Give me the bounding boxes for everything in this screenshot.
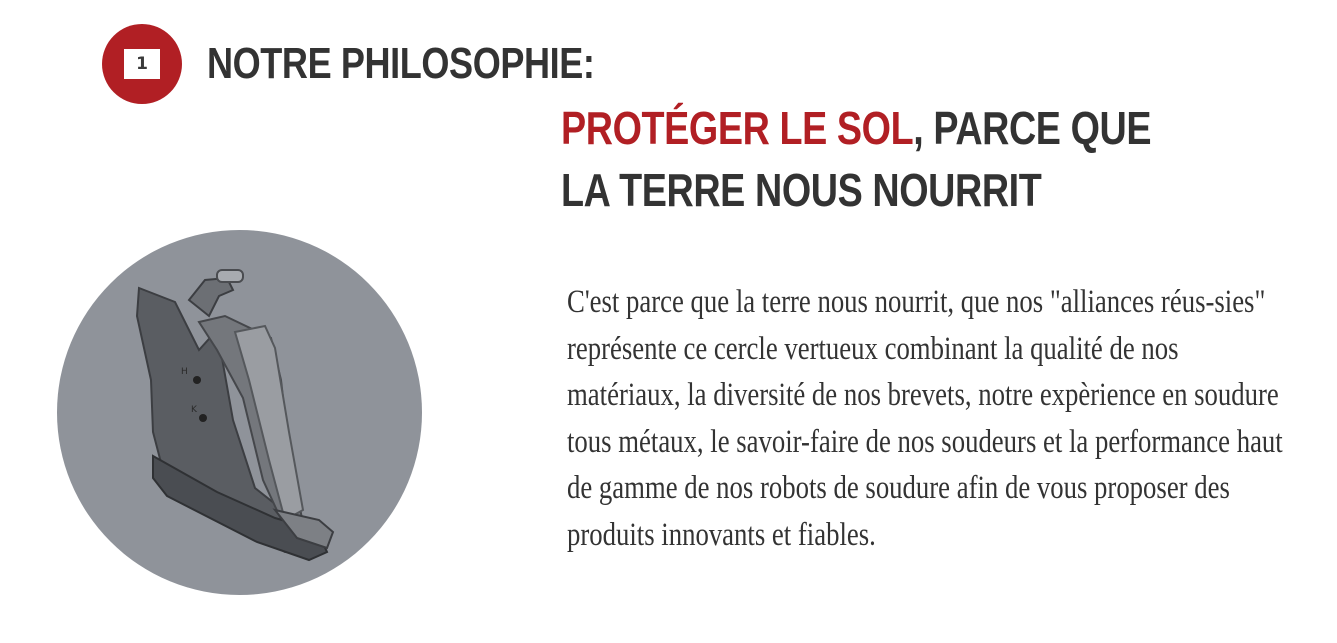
philosophy-paragraph: C'est parce que la terre nous nourrit, que nos "alliances réus-sies" représente ce cercle vertueux combinant la qualité de nos matériaux, la diversité de nos brevets, notre expèrience en soudure tous métaux, le savoir-faire de nos soudeurs et la performance haut de gamme de nos robots de soudure afin de vous proposer des produits innovants et fiables.	[567, 284, 1283, 553]
part-top-hook	[189, 278, 233, 316]
part-bolt	[217, 270, 243, 282]
product-photo	[57, 230, 422, 595]
subheading-line2: LA TERRE NOUS NOURRIT	[561, 164, 1042, 216]
subheading-line1-rest: , PARCE QUE	[913, 102, 1152, 154]
part-hole-2	[199, 414, 207, 422]
stamp-letter-k: K	[191, 405, 197, 415]
part-hole-1	[193, 376, 201, 384]
section-number-badge	[102, 24, 182, 104]
subheading-highlight: PROTÉGER LE SOL	[561, 102, 914, 154]
section-number: 1	[124, 49, 160, 79]
metal-part-illustration	[57, 230, 422, 595]
section-heading: NOTRE PHILOSOPHIE:	[207, 39, 595, 88]
section-subheading	[561, 97, 1151, 221]
stamp-letter-h: H	[181, 367, 188, 377]
